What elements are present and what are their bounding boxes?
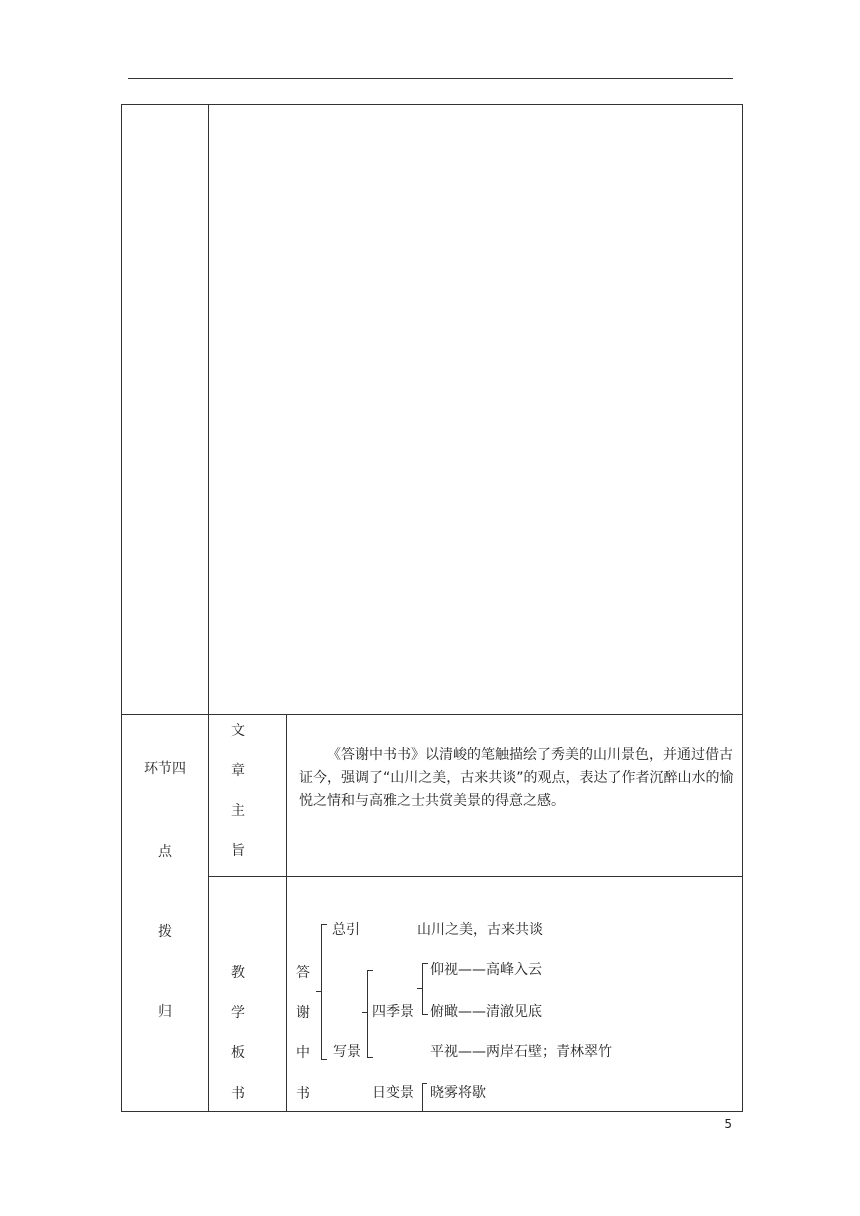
section-label-char-2: 点 [158, 844, 172, 860]
season-brace-tip [417, 988, 423, 989]
board-title-char-4: 书 [296, 1086, 310, 1102]
view-up: 仰视——高峰入云 [430, 962, 542, 978]
day-brace [422, 1083, 423, 1111]
row-divider-lower [208, 876, 743, 877]
board-title-char-1: 答 [296, 965, 310, 981]
day-brace-top [422, 1083, 427, 1084]
col-divider-1 [208, 104, 209, 1112]
page-number: 5 [724, 1117, 732, 1131]
day-label: 日变景 [372, 1085, 414, 1101]
main-brace-tip [316, 991, 322, 992]
row-divider-upper [121, 714, 743, 715]
scene-label: 写景 [333, 1044, 361, 1060]
board-label-char-4: 书 [231, 1086, 245, 1102]
intro-text: 山川之美，古来共谈 [417, 922, 543, 938]
board-title-char-2: 谢 [296, 1005, 310, 1021]
table-right-border [742, 104, 743, 1112]
board-label-char-3: 板 [231, 1045, 245, 1061]
main-brace [321, 924, 327, 1060]
view-down: 俯瞰——清澈见底 [430, 1004, 542, 1020]
scene-brace-tip [362, 1012, 368, 1013]
theme-label-char-1: 文 [231, 723, 245, 739]
table-left-border [121, 104, 122, 1112]
dawn-text: 晓雾将歇 [430, 1085, 486, 1101]
theme-paragraph: 《答谢中书书》以清峻的笔触描绘了秀美的山川景色，并通过借古证今，强调了“山川之美，古来共谈”的观点，表达了作者沉醉山水的愉悦之情和与高雅之士共赏美景的得意之感。 [299, 747, 734, 809]
board-title-char-3: 中 [296, 1045, 310, 1061]
theme-label-char-4: 旨 [231, 843, 245, 859]
section-label-char-4: 归 [158, 1004, 172, 1020]
board-label-char-1: 教 [231, 965, 245, 981]
header-rule [128, 78, 733, 79]
intro-label: 总引 [332, 922, 360, 938]
table-top-border [121, 104, 743, 105]
season-label: 四季景 [372, 1004, 414, 1020]
col-divider-2 [286, 714, 287, 1112]
theme-label-char-2: 章 [231, 763, 245, 779]
theme-label-char-3: 主 [231, 803, 245, 819]
table-bottom-border [121, 1111, 743, 1112]
view-level: 平视——两岸石壁；青林翠竹 [430, 1044, 612, 1060]
season-brace [422, 963, 428, 1015]
section-label-char-3: 拨 [158, 924, 172, 940]
section-label-line1: 环节四 [144, 761, 186, 777]
board-label-char-2: 学 [231, 1005, 245, 1021]
